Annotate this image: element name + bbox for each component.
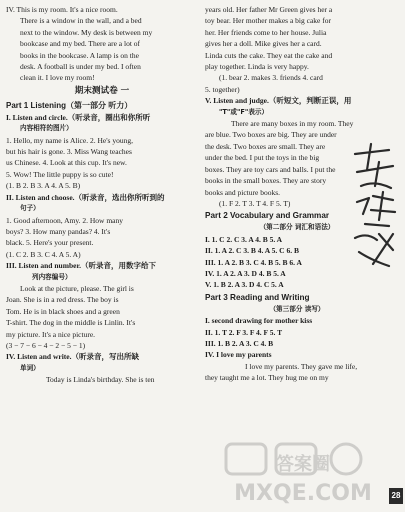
text-line: play together. Linda is very happy. (205, 62, 309, 72)
text-line: 单词） (20, 363, 40, 372)
text-line: (1. bear 2. makes 3. friends 4. card (219, 73, 323, 83)
text-line: clean it. I love my room! (20, 73, 95, 83)
text-line: my picture. It's a nice picture. (6, 329, 96, 339)
text-line: under the bed. I put the toys in the big (205, 153, 320, 163)
text-line: but his hair is gone. 3. Miss Wang teaches (6, 147, 132, 157)
text-line: 内容相符的图片） (20, 124, 73, 133)
text-line: There is a window in the wall, and a bed (20, 16, 142, 26)
text-line: II. Listen and choose.（听录音，选出你所听到的 (6, 192, 165, 202)
text-line: 句子） (20, 204, 40, 213)
text-line: V. Listen and judge.（听短文，判断正误，用 (205, 96, 352, 106)
text-line: bookcase and my bed. There are a lot of (20, 39, 141, 49)
text-line: Linda cuts the cake. They eat the cake and (205, 50, 333, 60)
text-line: I. Listen and circle.（听录音，圈出和你所听 (6, 112, 151, 122)
part3-answers (205, 315, 389, 383)
text-line: Today is Linda's birthday. She is ten (46, 375, 155, 385)
right-intro-lines (205, 4, 389, 209)
text-line: books and picture books. (205, 187, 280, 197)
text-line: Joan. She is in a red dress. The boy is (6, 295, 119, 305)
text-line: I love my parents. They gave me life, (245, 361, 358, 371)
text-line: I. second drawing for mother kiss (205, 316, 313, 326)
text-line: III. 1. B 2. A 3. C 4. B (205, 338, 274, 348)
text-line: IV. Listen and write.（听录音，写出所缺 (6, 352, 139, 362)
text-line: books in the bookcase. A lamp is on the (20, 50, 139, 60)
text-line: are blue. Two boxes are big. They are under (205, 130, 337, 140)
text-line: (1. C 2. B 3. C 4. A 5. A) (6, 249, 81, 259)
svg-text:答案圈: 答案圈 (276, 454, 330, 475)
text-line: IV. I love my parents (205, 350, 272, 360)
text-line: (3 − 7 − 6 − 4 − 2 − 5 − 1) (6, 340, 86, 350)
text-line: toy bear. Her mother makes a big cake for (205, 16, 331, 26)
text-line: "T"或"F"表示） (219, 107, 269, 116)
text-line: Look at the picture, please. The girl is (20, 283, 134, 293)
text-line: 列内容编号） (32, 272, 72, 281)
text-line: boxes. They are toy cars and balls. I put the (205, 164, 336, 174)
text-line: IV. 1. A 2. A 3. D 4. B 5. A (205, 268, 286, 278)
part1-heading: Part 1 Listening（第一部分 听力） (6, 100, 133, 110)
left-column (6, 4, 198, 386)
right-column (205, 4, 389, 384)
text-line: II. 1. A 2. C 3. B 4. A 5. C 6. B (205, 246, 299, 256)
text-line: the desk. Two boxes are small. They are (205, 141, 326, 151)
text-line: V. 1. B 2. A 3. D 4. C 5. A (205, 280, 284, 290)
text-line: Tom. He is in black shoes and a green (6, 306, 120, 316)
page-number: 28 (389, 488, 403, 504)
text-line: (1. B 2. B 3. A 4. A 5. B) (6, 181, 81, 191)
text-line: I. 1. C 2. C 3. A 4. B 5. A (205, 234, 283, 244)
part3-heading: Part 3 Reading and Writing (205, 292, 310, 302)
text-line: There are many boxes in my room. They (231, 119, 354, 129)
exam-title: 期末测试卷 一 (74, 85, 130, 96)
text-line: (1. F 2. T 3. T 4. F 5. T) (219, 198, 291, 208)
text-line: black. 5. Here's your present. (6, 238, 94, 248)
left-body-lines (6, 112, 198, 386)
part3-subheading: （第三部分 读写） (269, 304, 325, 313)
text-line: 5. Wow! The little puppy is so cute! (6, 169, 114, 179)
text-line: II. 1. T 2. F 3. F 4. F 5. T (205, 327, 283, 337)
part2-answers (205, 234, 389, 291)
text-line: her. Her friends come to her house. Julia (205, 27, 327, 37)
text-line: desk. A football is under my bed. I often (20, 62, 141, 72)
text-line: 1. Hello, my name is Alice. 2. He's young, (6, 135, 133, 145)
text-line: 5. together) (205, 84, 240, 94)
text-line: boys? 3. How many pandas? 4. It's (6, 226, 111, 236)
text-line: books in the small boxes. They are story (205, 176, 327, 186)
text-line: they taught me a lot. They hug me on my (205, 373, 329, 383)
part2-subheading: （第二部分 词汇和语法） (259, 223, 335, 232)
text-line: 1. Good afternoon, Amy. 2. How many (6, 215, 123, 225)
text-line: T-shirt. The dog in the middle is Linlin. It's (6, 318, 136, 328)
watermark-logo (218, 440, 388, 506)
left-intro-lines (6, 4, 198, 84)
text-line: years old. Her father Mr Green gives her a (205, 5, 333, 14)
text-line: IV. This is my room. It's a nice room. (6, 5, 118, 14)
text-line: gives her a doll. Mike gives her a card. (205, 39, 322, 49)
text-line: III. 1. A 2. B 3. C 4. B 5. B 6. A (205, 257, 302, 267)
part2-heading: Part 2 Vocabulary and Grammar (205, 211, 330, 221)
svg-text:MXQE.COM: MXQE.COM (234, 481, 372, 506)
text-line: us Chinese. 4. Look at this cup. It's new. (6, 158, 127, 168)
text-line: III. Listen and number.（听录音，用数字给下 (6, 261, 156, 271)
text-line: next to the window. My desk is between my (20, 27, 153, 37)
